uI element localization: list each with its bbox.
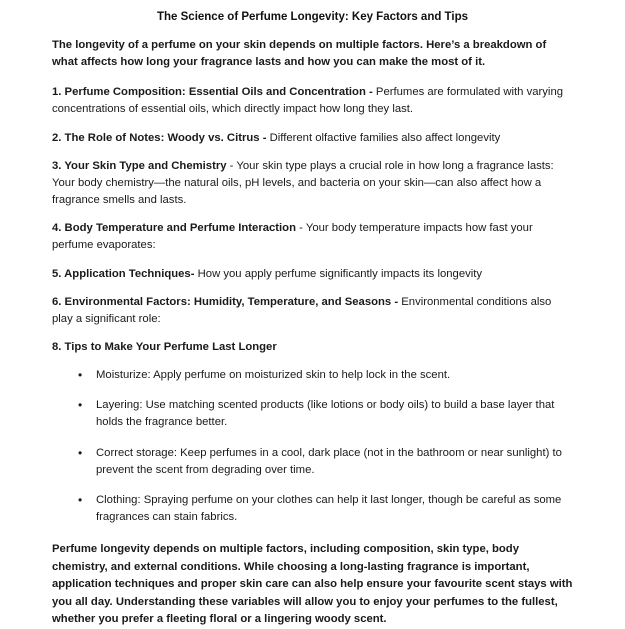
section-paragraph-5 bbox=[52, 266, 573, 283]
section-paragraph-1 bbox=[52, 84, 573, 118]
section-paragraph-6 bbox=[52, 294, 573, 328]
tips-list bbox=[52, 367, 573, 526]
list-item: • Correct storage: Keep perfumes in a cool, dark place (not in the bathroom or near sunlight) to prevent the scent from degrading over time. bbox=[52, 445, 573, 479]
section-heading-6: 6. Environmental Factors: Humidity, Temperature, and Seasons - bbox=[52, 295, 399, 308]
section-paragraph-7 bbox=[52, 339, 573, 356]
section-body-6: Environmental conditions also play a significant role: bbox=[52, 295, 552, 325]
section-paragraph-3 bbox=[52, 158, 573, 209]
section-body-3: - Your skin type plays a crucial role in how long a fragrance lasts: Your body chemistry—the natural oils, pH levels, and bacteria on your skin—can also affect how a fragrance smells and lasts. bbox=[52, 159, 554, 207]
section-heading-4: 4. Body Temperature and Perfume Interaction bbox=[52, 222, 296, 235]
list-item: • Moisturize: Apply perfume on moisturized skin to help lock in the scent. bbox=[52, 367, 573, 384]
section-heading-3: 3. Your Skin Type and Chemistry bbox=[52, 159, 227, 172]
list-item: • Layering: Use matching scented products (like lotions or body oils) to build a base layer that holds the fragrance better. bbox=[52, 397, 573, 431]
closing-paragraph: Perfume longevity depends on multiple factors, including composition, skin type, body chemistry, and external conditions. While choosing a long-lasting fragrance is important, application techniques and proper skin care can also help ensure your favourite scent stays with you all day. Understanding these variables will allow you to enjoy your perfumes to the fullest, whether you prefer a fleeting floral or a lingering woody scent. bbox=[52, 543, 573, 626]
section-paragraph-2 bbox=[52, 130, 573, 147]
section-heading-1: 1. Perfume Composition: Essential Oils and Concentration - bbox=[52, 86, 373, 99]
list-item: • Clothing: Spraying perfume on your clothes can help it last longer, though be careful as some fragrances can stain fabrics. bbox=[52, 492, 573, 526]
section-heading-5: 5. Application Techniques- bbox=[52, 267, 195, 280]
section-body-1: Perfumes are formulated with varying concentrations of essential oils, which directly impact how long they last. bbox=[52, 86, 564, 116]
section-paragraph-4 bbox=[52, 220, 573, 254]
section-heading-2: 2. The Role of Notes: Woody vs. Citrus - bbox=[52, 131, 267, 144]
section-body-2: Different olfactive families also affect longevity bbox=[266, 131, 501, 144]
section-body-5: How you apply perfume significantly impacts its longevity bbox=[194, 267, 483, 280]
page-title: The Science of Perfume Longevity: Key Factors and Tips bbox=[156, 11, 468, 23]
section-body-4: - Your body temperature impacts how fast your perfume evaporates: bbox=[52, 222, 533, 252]
lead-paragraph: The longevity of a perfume on your skin depends on multiple factors. Here’s a breakdown of what affects how long your fragrance lasts and how you can make the most of it. bbox=[52, 38, 547, 69]
section-heading-7: 8. Tips to Make Your Perfume Last Longer bbox=[52, 340, 277, 353]
